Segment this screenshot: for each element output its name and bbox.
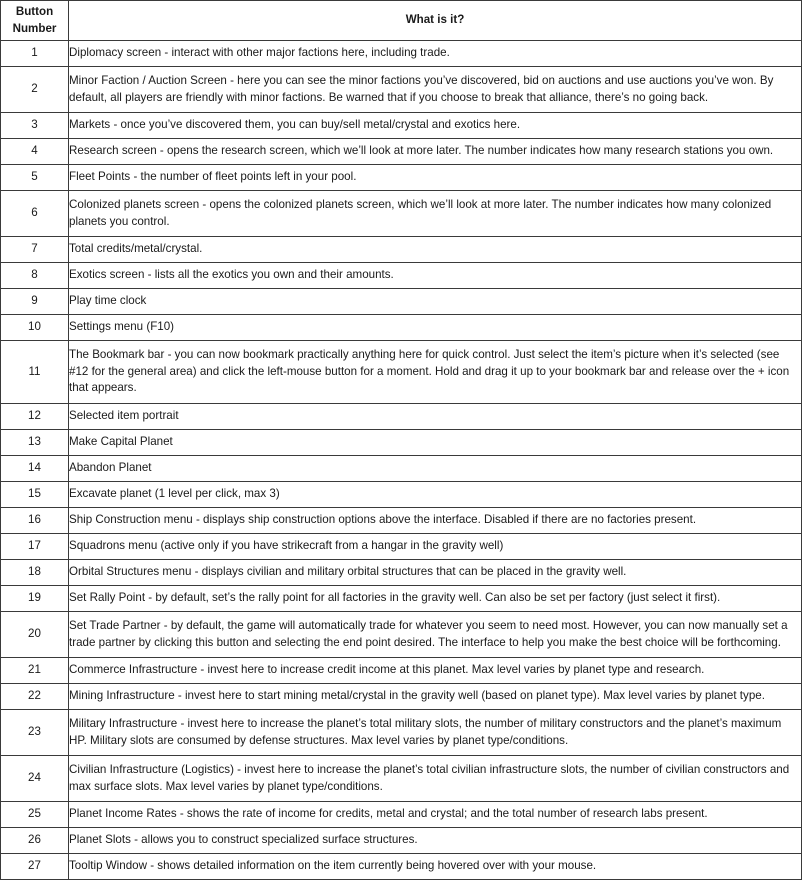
table-row bbox=[1, 165, 802, 191]
description-cell: Research screen - opens the research screen, which we’ll look at more later. The number indicates how many research stations you own. bbox=[69, 139, 802, 165]
description-cell: Play time clock bbox=[69, 289, 802, 315]
description-cell: Military Infrastructure - invest here to increase the planet’s total military slots, the number of military constructors and the planet’s maximum HP. Military slots are consumed by defense structures. Max level varies by planet type/conditions. bbox=[69, 710, 802, 756]
button-number-cell: 26 bbox=[1, 828, 69, 854]
description-cell: Planet Slots - allows you to construct specialized surface structures. bbox=[69, 828, 802, 854]
table-header bbox=[1, 1, 802, 41]
description-cell: Colonized planets screen - opens the colonized planets screen, which we’ll look at more later. The number indicates how many colonized planets you control. bbox=[69, 191, 802, 237]
button-number-cell: 7 bbox=[1, 237, 69, 263]
description-cell: Civilian Infrastructure (Logistics) - invest here to increase the planet’s total civilian infrastructure slots, the number of civilian constructors and max surface slots. Max level varies by planet type/conditions. bbox=[69, 756, 802, 802]
button-number-cell: 6 bbox=[1, 191, 69, 237]
button-number-cell: 11 bbox=[1, 341, 69, 404]
table-row bbox=[1, 560, 802, 586]
table-row bbox=[1, 482, 802, 508]
table-row bbox=[1, 139, 802, 165]
table-row bbox=[1, 854, 802, 880]
description-cell: Excavate planet (1 level per click, max 3) bbox=[69, 482, 802, 508]
table-row bbox=[1, 710, 802, 756]
description-cell: Set Rally Point - by default, set’s the rally point for all factories in the gravity well. Can also be set per factory (just select it first). bbox=[69, 586, 802, 612]
description-cell: Mining Infrastructure - invest here to start mining metal/crystal in the gravity well (based on planet type). Max level varies by planet type. bbox=[69, 684, 802, 710]
table-row bbox=[1, 456, 802, 482]
table-row bbox=[1, 315, 802, 341]
button-number-cell: 14 bbox=[1, 456, 69, 482]
description-cell: Make Capital Planet bbox=[69, 430, 802, 456]
table-row bbox=[1, 404, 802, 430]
button-number-cell: 5 bbox=[1, 165, 69, 191]
table-row bbox=[1, 289, 802, 315]
table-row bbox=[1, 113, 802, 139]
button-number-cell: 13 bbox=[1, 430, 69, 456]
button-number-cell: 18 bbox=[1, 560, 69, 586]
description-cell: Ship Construction menu - displays ship construction options above the interface. Disabled if there are no factories present. bbox=[69, 508, 802, 534]
button-number-cell: 17 bbox=[1, 534, 69, 560]
description-cell: Markets - once you’ve discovered them, you can buy/sell metal/crystal and exotics here. bbox=[69, 113, 802, 139]
table-row bbox=[1, 756, 802, 802]
table-row bbox=[1, 534, 802, 560]
button-number-cell: 22 bbox=[1, 684, 69, 710]
description-cell: Fleet Points - the number of fleet points left in your pool. bbox=[69, 165, 802, 191]
button-number-cell: 27 bbox=[1, 854, 69, 880]
button-number-header-line1: Button bbox=[15, 4, 54, 18]
table-row bbox=[1, 263, 802, 289]
table-body bbox=[1, 41, 802, 880]
table-row bbox=[1, 508, 802, 534]
table-row bbox=[1, 341, 802, 404]
table-row bbox=[1, 658, 802, 684]
description-cell: Settings menu (F10) bbox=[69, 315, 802, 341]
button-number-cell: 20 bbox=[1, 612, 69, 658]
description-cell: The Bookmark bar - you can now bookmark practically anything here for quick control. Just select the item’s picture when it’s selected (see #12 for the general area) and click the left-mouse button for a moment. Hold and drag it up to your bookmark bar and release over the + icon that appears. bbox=[69, 341, 802, 404]
description-cell: Minor Faction / Auction Screen - here you can see the minor factions you’ve discovered, bid on auctions and use auctions you’ve won. By default, all players are friendly with minor factions. Be warned that if you choose to break that alliance, there’s no going back. bbox=[69, 67, 802, 113]
button-number-cell: 1 bbox=[1, 41, 69, 67]
table-row bbox=[1, 802, 802, 828]
table-row bbox=[1, 41, 802, 67]
table-row bbox=[1, 430, 802, 456]
button-number-cell: 19 bbox=[1, 586, 69, 612]
description-cell: Abandon Planet bbox=[69, 456, 802, 482]
table-row bbox=[1, 828, 802, 854]
button-number-cell: 25 bbox=[1, 802, 69, 828]
header-row bbox=[1, 1, 802, 41]
button-number-cell: 4 bbox=[1, 139, 69, 165]
description-cell: Orbital Structures menu - displays civilian and military orbital structures that can be placed in the gravity well. bbox=[69, 560, 802, 586]
description-cell: Commerce Infrastructure - invest here to increase credit income at this planet. Max level varies by planet type and research. bbox=[69, 658, 802, 684]
table-row bbox=[1, 586, 802, 612]
description-header: What is it? bbox=[69, 1, 802, 41]
table-row bbox=[1, 67, 802, 113]
button-number-cell: 3 bbox=[1, 113, 69, 139]
button-number-cell: 16 bbox=[1, 508, 69, 534]
button-number-cell: 10 bbox=[1, 315, 69, 341]
description-cell: Total credits/metal/crystal. bbox=[69, 237, 802, 263]
button-number-cell: 21 bbox=[1, 658, 69, 684]
table-row bbox=[1, 684, 802, 710]
button-number-cell: 2 bbox=[1, 67, 69, 113]
description-cell: Selected item portrait bbox=[69, 404, 802, 430]
button-number-cell: 8 bbox=[1, 263, 69, 289]
description-cell: Exotics screen - lists all the exotics you own and their amounts. bbox=[69, 263, 802, 289]
button-number-cell: 12 bbox=[1, 404, 69, 430]
description-cell: Diplomacy screen - interact with other major factions here, including trade. bbox=[69, 41, 802, 67]
description-cell: Squadrons menu (active only if you have strikecraft from a hangar in the gravity well) bbox=[69, 534, 802, 560]
description-cell: Set Trade Partner - by default, the game will automatically trade for whatever you seem to need most. However, you can now manually set a trade partner by clicking this button and selecting the end point desired. The interface to help you make the best choice will be forthcoming. bbox=[69, 612, 802, 658]
table-row bbox=[1, 191, 802, 237]
description-cell: Tooltip Window - shows detailed information on the item currently being hovered over with your mouse. bbox=[69, 854, 802, 880]
table-row bbox=[1, 612, 802, 658]
button-number-cell: 9 bbox=[1, 289, 69, 315]
table-row bbox=[1, 237, 802, 263]
button-number-header-line2: Number bbox=[12, 21, 57, 35]
button-number-cell: 23 bbox=[1, 710, 69, 756]
description-cell: Planet Income Rates - shows the rate of income for credits, metal and crystal; and the total number of research labs present. bbox=[69, 802, 802, 828]
button-number-header bbox=[1, 1, 69, 41]
button-number-cell: 24 bbox=[1, 756, 69, 802]
button-number-cell: 15 bbox=[1, 482, 69, 508]
